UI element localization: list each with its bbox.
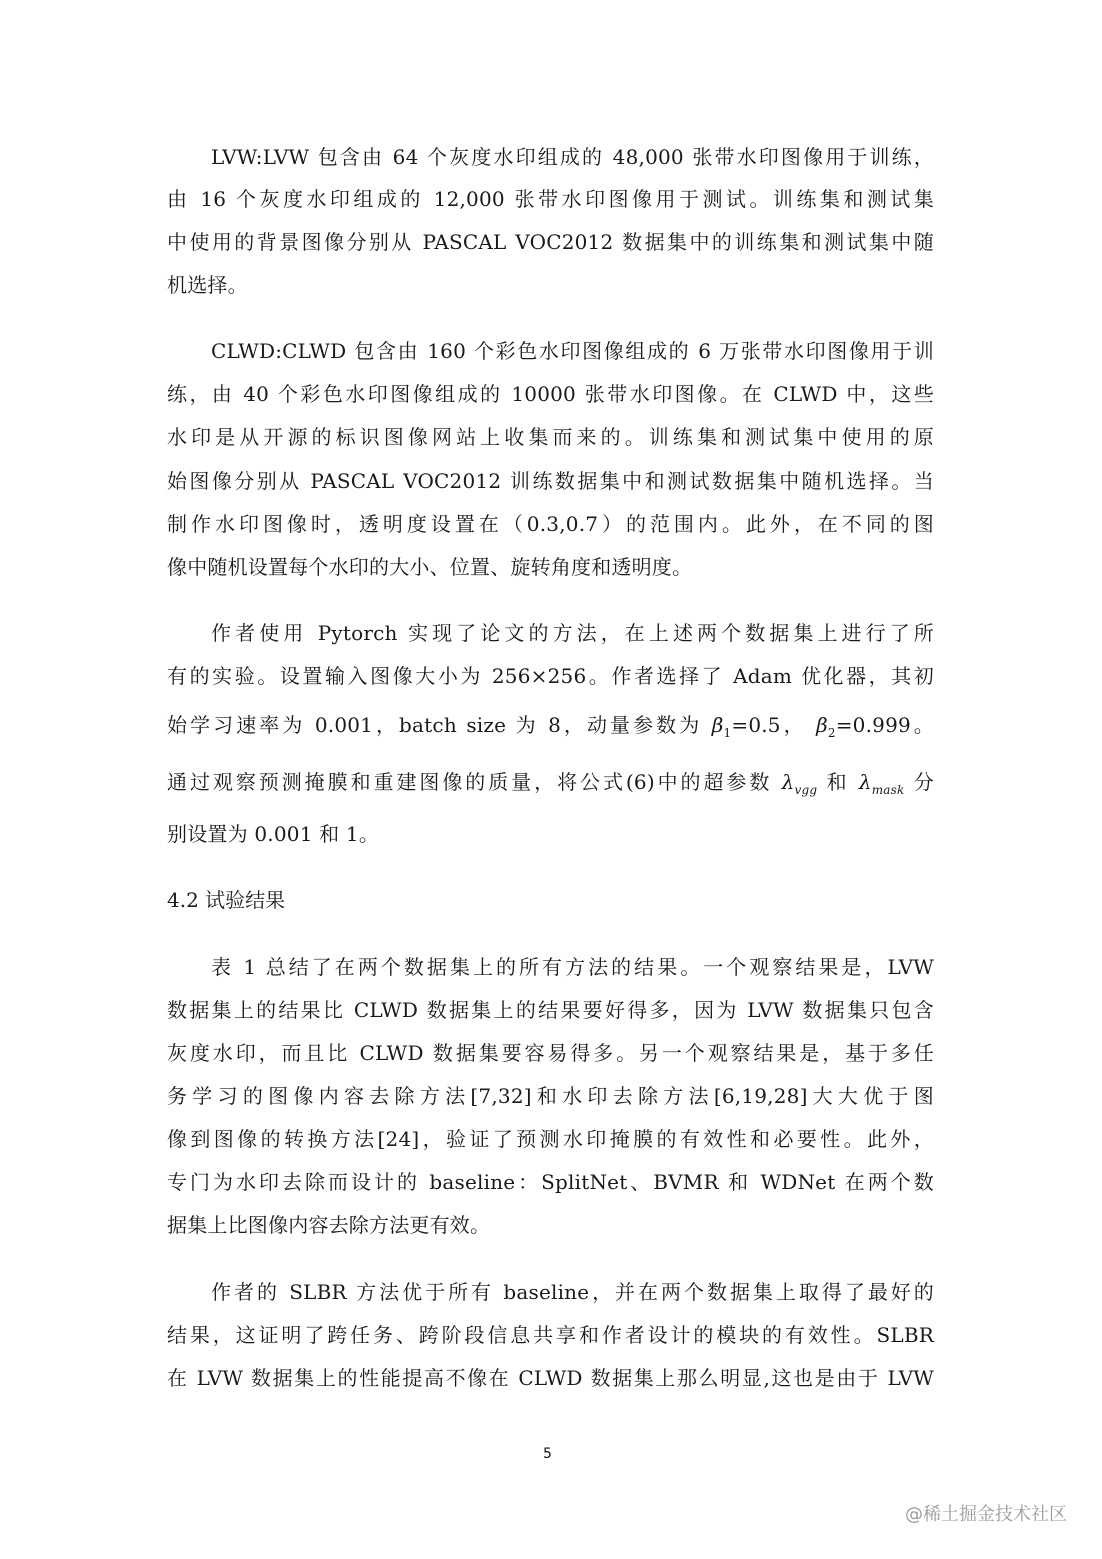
text-segment: 通过观察预测掩膜和重建图像的质量，将公式(6)中的超参数 [167,770,782,794]
text-line: 像中随机设置每个水印的大小、位置、旋转角度和透明度。 [167,555,693,579]
text-line: LVW:LVW 包含由 64 个灰度水印组成的 48,000 张带水印图像用于训练， [211,145,934,169]
text-line: 由 16 个灰度水印组成的 12,000 张带水印图像用于测试。训练集和测试集 [167,187,934,211]
text-line: 表 1 总结了在两个数据集上的所有方法的结果。一个观察结果是，LVW [211,955,934,979]
site-watermark: @稀土掘金技术社区 [905,1504,1067,1525]
text-line: 始图像分别从 PASCAL VOC2012 训练数据集中和测试数据集中随机选择。当 [167,469,934,493]
text-line: 像到图像的转换方法[24]，验证了预测水印掩膜的有效性和必要性。此外， [167,1127,934,1151]
text-line: 制作水印图像时，透明度设置在（0.3,0.7）的范围内。此外，在不同的图 [167,512,934,536]
text-line: 有的实验。设置输入图像大小为 256×256。作者选择了 Adam 优化器，其初 [167,664,934,688]
lambda-vgg-subscript: vgg [794,783,818,797]
text-line: 作者使用 Pytorch 实现了论文的方法，在上述两个数据集上进行了所 [211,621,934,645]
beta2-subscript: 2 [827,726,836,740]
text-line: 数据集上的结果比 CLWD 数据集上的结果要好得多，因为 LVW 数据集只包含 [167,998,934,1022]
text-line: 机选择。 [167,273,248,297]
text-line: 据集上比图像内容去除方法更有效。 [167,1213,491,1237]
beta1-value: =0.5， [731,713,817,737]
text-line: 练，由 40 个彩色水印图像组成的 10000 张带水印图像。在 CLWD 中，这些 [167,382,934,406]
lambda-mask-symbol: λ [858,770,872,794]
text-line: 灰度水印，而且比 CLWD 数据集要容易得多。另一个观察结果是，基于多任 [167,1041,934,1065]
text-line: CLWD:CLWD 包含由 160 个彩色水印图像组成的 6 万张带水印图像用于训 [211,339,934,363]
beta1-symbol: β [711,713,724,737]
lambda-vgg-symbol: λ [781,770,795,794]
text-segment: 始学习速率为 0.001，batch size 为 8，动量参数为 [167,713,712,737]
lambda-mask-subscript: mask [871,783,905,797]
text-line: 别设置为 0.001 和 1。 [167,822,380,846]
text-line: 专门为水印去除而设计的 baseline：SplitNet、BVMR 和 WDNet 在两个数 [167,1170,934,1194]
text-segment: 和 [817,770,859,794]
page-number: 5 [543,1446,552,1462]
text-line: 水印是从开源的标识图像网站上收集而来的。训练集和测试集中使用的原 [167,425,934,449]
text-line: 务学习的图像内容去除方法[7,32]和水印去除方法[6,19,28]大大优于图 [167,1084,934,1108]
beta2-value: =0.999。 [835,713,935,737]
text-line: 作者的 SLBR 方法优于所有 baseline，并在两个数据集上取得了最好的 [211,1280,934,1304]
beta2-symbol: β [816,713,828,737]
text-segment: 分 [904,770,934,794]
text-line: 中使用的背景图像分别从 PASCAL VOC2012 数据集中的训练集和测试集中随 [167,230,934,254]
text-line-with-beta-params [167,710,934,740]
text-line: 在 LVW 数据集上的性能提高不像在 CLWD 数据集上那么明显,这也是由于 LVW [167,1366,934,1390]
text-line-with-lambda-params [167,767,934,797]
section-heading: 4.2 试验结果 [167,888,286,912]
beta1-subscript: 1 [723,726,732,740]
text-line: 结果，这证明了跨任务、跨阶段信息共享和作者设计的模块的有效性。SLBR [167,1323,934,1347]
